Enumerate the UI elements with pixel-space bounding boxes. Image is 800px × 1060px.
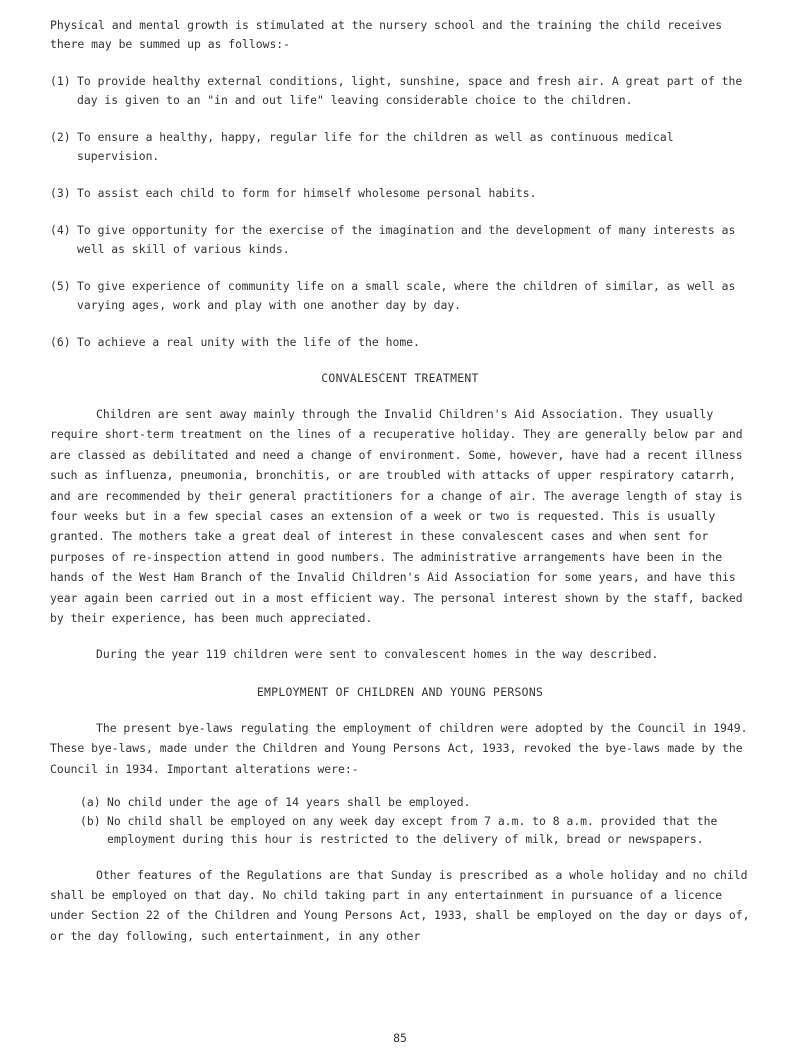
employment-paragraph-1: The present bye-laws regulating the employment of children were adopted by the Council in 1949. These bye-laws, made under the Children and Young Persons Act, 1933, revoked the bye-laws made by the Council in 1934. Important alterations were:- (50, 720, 748, 776)
page-number: 85 (393, 1031, 407, 1045)
list-item-number: (6) (50, 335, 71, 349)
list-item-number: (3) (50, 186, 71, 200)
list-item-number: (1) (50, 74, 71, 88)
list-item-text: To give experience of community life on a small scale, where the children of similar, as well as varying ages, work and play with one another day by day. (77, 279, 736, 312)
section-heading-employment: EMPLOYMENT OF CHILDREN AND YOUNG PERSONS (256, 684, 544, 699)
list-item-text: To provide healthy external conditions, light, sunshine, space and fresh air. A great part of the day is given to an "in and out life" leaving considerable choice to the children. (77, 74, 743, 107)
alterations-list (50, 793, 750, 849)
list-item (80, 793, 750, 812)
convalescent-paragraph-2: During the year 119 children were sent to convalescent homes in the way described. (96, 647, 659, 662)
list-item-text: No child under the age of 14 years shall be employed. (107, 795, 471, 810)
list-item-text: To assist each child to form for himself wholesome personal habits. (77, 186, 537, 200)
employment-paragraph-2: Other features of the Regulations are that Sunday is prescribed as a whole holiday and no child shall be employed on that day. No child taking part in any entertainment in pursuance of a licence under Section 22 of the Children and Young Persons Act, 1933, shall be employed on the day or days of, or the day following, such entertainment, in any other (50, 867, 750, 943)
list-item-number: (4) (50, 223, 71, 237)
list-item-letter: (a) (80, 795, 101, 810)
aims-list (50, 72, 750, 352)
list-item (50, 333, 750, 352)
list-item-number: (2) (50, 130, 71, 144)
list-item-text: To ensure a healthy, happy, regular life for the children as well as continuous medical supervision. (77, 130, 674, 163)
list-item (50, 128, 750, 166)
list-item-text: To give opportunity for the exercise of the imagination and the development of many interests as well as skill of various kinds. (77, 223, 736, 256)
list-item (80, 812, 750, 849)
list-item-letter: (b) (80, 813, 101, 828)
list-item (50, 184, 750, 203)
list-item-text: No child shall be employed on any week day except from 7 a.m. to 8 a.m. provided that the employment during this hour is restricted to the delivery of milk, bread or newspapers. (107, 813, 718, 847)
list-item (50, 221, 750, 259)
intro-paragraph: Physical and mental growth is stimulated at the nursery school and the training the child receives there may be summed up as follows:- (50, 18, 723, 51)
list-item-number: (5) (50, 279, 71, 293)
section-heading-convalescent: CONVALESCENT TREATMENT (321, 371, 479, 385)
list-item (50, 72, 750, 110)
list-item (50, 277, 750, 315)
convalescent-paragraph-1: Children are sent away mainly through the Invalid Children's Aid Association. They usually require short-term treatment on the lines of a recuperative holiday. They are generally below par and are classed as debilitated and need a change of environment. Some, however, have had a recent illness such as influenza, pneumonia, bronchitis, or are troubled with attacks of upper respiratory catarrh, and are recommended by their general practitioners for a change of air. The average length of stay is four weeks but in a few special cases an extension of a week or two is requested. This is usually granted. The mothers take a great deal of interest in these convalescent cases and when sent for purposes of re-inspection attend in good numbers. The administrative arrangements have been in the hands of the West Ham Branch of the Invalid Children's Aid Association for some years, and have this year again been carried out in a most efficient way. The personal interest shown by the staff, backed by their experience, has been much appreciated. (50, 407, 743, 626)
document-page (50, 16, 750, 946)
list-item-text: To achieve a real unity with the life of the home. (77, 335, 420, 349)
